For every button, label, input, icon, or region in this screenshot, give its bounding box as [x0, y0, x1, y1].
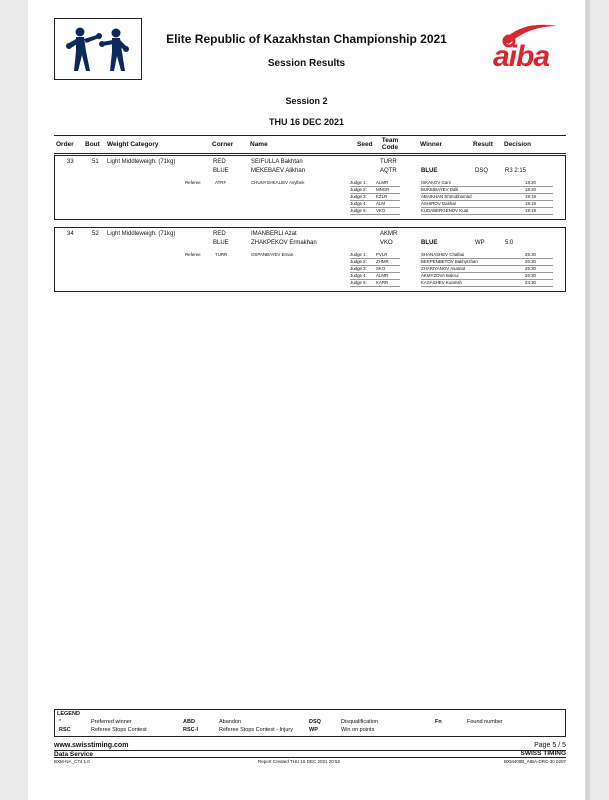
judge-underline — [350, 265, 400, 266]
red-corner-label: RED — [213, 159, 226, 165]
judge-name: AKMYZOVA Bakrui — [421, 273, 459, 278]
weight-category: Light Middleweigh. (71kg) — [107, 159, 176, 165]
judge-score: 18:20 — [525, 180, 536, 185]
judge-label: Judge 3: — [350, 266, 367, 271]
results-table-header — [54, 135, 566, 154]
judge-label: Judge 5: — [350, 208, 367, 213]
col-name: Name — [250, 141, 268, 148]
competition-title: Elite Republic of Kazakhstan Championship 2021 — [166, 32, 447, 46]
blue-team-code: VKO — [380, 240, 393, 246]
judge-underline — [350, 272, 400, 273]
judge-name: BEKPENBETOV Bakhytzhan — [421, 259, 478, 264]
referee-name: OSPANBAYEV Ernan — [251, 252, 294, 257]
bout-number: 52 — [92, 231, 99, 237]
judge-name: KASASHEV Kuamsh — [421, 280, 462, 285]
judge-code: ALMR — [376, 273, 389, 278]
boxers-logo — [54, 18, 142, 80]
judge-label: Judge 4: — [350, 273, 367, 278]
judge-underline — [350, 207, 400, 208]
weight-category: Light Middleweigh. (71kg) — [107, 231, 176, 237]
judge-score: 25:30 — [525, 252, 536, 257]
col-corner: Corner — [212, 141, 234, 148]
aiba-wordmark: aiba — [493, 40, 550, 73]
judge-code: ALM — [376, 201, 386, 206]
aiba-logo — [473, 20, 563, 76]
judge-code: VKO — [376, 208, 386, 213]
session-title: Session 2 — [285, 96, 328, 106]
bout-block-1 — [54, 155, 566, 220]
report-created: Report Created THU 16 DEC 2021 20:52 — [258, 759, 340, 764]
referee-label: Referee — [185, 252, 201, 257]
judge-code: PVLR — [376, 252, 388, 257]
judge-score: 19:19 — [525, 208, 536, 213]
page-number: Page 5 / 5 — [534, 742, 566, 749]
judge-underline — [350, 258, 400, 259]
judge-label: Judge 3: — [350, 194, 367, 199]
col-winner: Winner — [420, 141, 442, 148]
judge-score: 19:19 — [525, 194, 536, 199]
document-reference: BXM400B_AIBA-DRC-30 0207 — [503, 759, 566, 764]
referee-code: TURR — [215, 252, 228, 257]
judge-name: ABAIKHAN Shmukhamad — [421, 194, 472, 199]
judge-name: ZHARIYANOV Asamat — [421, 266, 466, 271]
judge-label: Judge 1: — [350, 252, 367, 257]
judge-underline — [350, 279, 400, 280]
judge-underline — [421, 279, 553, 280]
col-team-code: Team Code — [381, 137, 399, 151]
legend-code: * — [59, 719, 62, 725]
judge-label: Judge 4: — [350, 201, 367, 206]
legend-text: Preferred winner — [91, 719, 132, 725]
legend-code: RSC-I — [183, 727, 198, 733]
judge-code: KZLR — [376, 194, 388, 199]
legend-text: Abandon — [219, 719, 242, 725]
col-decision: Decision — [504, 141, 532, 148]
referee-name: CHUNYSHKALIEV Asylbek — [251, 180, 305, 185]
judge-underline — [421, 272, 553, 273]
legend-code: DSQ — [309, 719, 321, 725]
judge-code: ZHMR — [376, 259, 389, 264]
judge-label: Judge 2: — [350, 259, 367, 264]
referee-code: ATRF — [215, 180, 227, 185]
legend-code: RSC — [59, 727, 71, 733]
referee-label: Referee — [185, 180, 201, 185]
blue-boxer-name: ZHAKPEKOV Ermakhan — [251, 240, 317, 246]
judge-underline — [350, 186, 400, 187]
judge-score: 18:20 — [525, 187, 536, 192]
judge-underline — [421, 200, 553, 201]
legend-code: ABD — [183, 719, 195, 725]
results-page[interactable] — [28, 0, 585, 800]
footer-divider — [54, 757, 566, 758]
red-boxer-name: IMANBERLI Azat — [251, 231, 297, 237]
red-team-code: TURR — [380, 159, 397, 165]
website-link[interactable]: www.swisstiming.com — [54, 742, 129, 749]
bout-order: 33 — [67, 159, 74, 165]
judge-score: 24:30 — [525, 280, 536, 285]
bout-order: 34 — [67, 231, 74, 237]
red-team-code: AKMR — [380, 231, 398, 237]
judge-code: MNGR — [376, 187, 390, 192]
judge-underline — [350, 193, 400, 194]
judge-underline — [421, 207, 553, 208]
decision: R3 2:15 — [505, 168, 527, 174]
col-weight: Weight Category — [107, 141, 159, 148]
legend-text: Found number — [467, 719, 503, 725]
judge-name: KUDABERGENOV Kuat — [421, 208, 469, 213]
judge-score: 25:30 — [525, 266, 536, 271]
footer-divider — [54, 750, 566, 751]
judge-underline — [421, 286, 553, 287]
result: WP — [475, 240, 485, 246]
judge-label: Judge 5: — [350, 280, 367, 285]
blue-corner-label: BLUE — [213, 240, 229, 246]
red-boxer-name: SEIFULLA Bakhtan — [251, 159, 303, 165]
legend-code: Fn — [435, 719, 442, 725]
col-bout: Bout — [85, 141, 100, 148]
legend-text: Disqualification — [341, 719, 378, 725]
session-date: THU 16 DEC 2021 — [268, 117, 345, 127]
judge-code: SKO — [376, 266, 386, 271]
legend-box — [54, 709, 566, 737]
bout-number: 51 — [92, 159, 99, 165]
judge-underline — [421, 265, 553, 266]
judge-score: 19:19 — [525, 201, 536, 206]
document-code: BXM-NA_C74 1.0 — [54, 759, 90, 764]
judge-name: ISKAKOV Gani — [421, 180, 451, 185]
judge-name: BUKEIBAYEV Dalil — [421, 187, 459, 192]
legend-text: Referee Stops Contest — [91, 727, 147, 733]
legend-text: Referee Stops Contest - Injury — [219, 727, 293, 733]
report-subtitle: Session Results — [267, 58, 346, 69]
judge-name: ASHIROV Dakhar — [421, 201, 457, 206]
winner: BLUE — [421, 168, 438, 174]
data-service: Data Service — [54, 751, 94, 758]
judge-underline — [350, 286, 400, 287]
boxers-icon — [57, 21, 141, 79]
legend-title: LEGEND — [57, 711, 80, 717]
col-order: Order — [56, 141, 74, 148]
legend-code: WP — [309, 727, 318, 733]
blue-team-code: AQTR — [380, 168, 397, 174]
judge-code: ALMR — [376, 180, 389, 185]
legend-text: Win on points — [341, 727, 375, 733]
judge-label: Judge 2: — [350, 187, 367, 192]
red-corner-label: RED — [213, 231, 226, 237]
judge-underline — [421, 214, 553, 215]
swiss-timing-brand: SWISS TIMING — [520, 750, 566, 757]
result: DSQ — [475, 168, 489, 174]
judge-underline — [350, 200, 400, 201]
col-seed: Seed — [357, 141, 373, 148]
judge-score: 26:30 — [525, 259, 536, 264]
blue-corner-label: BLUE — [213, 168, 229, 174]
blue-boxer-name: MEKEBAEV Alikhan — [251, 168, 306, 174]
judge-underline — [421, 193, 553, 194]
judge-code: KARR — [376, 280, 389, 285]
decision: 5:0 — [505, 240, 514, 246]
page-shadow-right — [585, 0, 590, 800]
judge-underline — [421, 186, 553, 187]
judge-name: SHANASHEV Chalbai — [421, 252, 465, 257]
judge-score: 26:30 — [525, 273, 536, 278]
bout-block-2 — [54, 227, 566, 292]
judge-label: Judge 1: — [350, 180, 367, 185]
winner: BLUE — [421, 240, 438, 246]
col-result: Result — [473, 141, 493, 148]
judge-underline — [421, 258, 553, 259]
judge-underline — [350, 214, 400, 215]
